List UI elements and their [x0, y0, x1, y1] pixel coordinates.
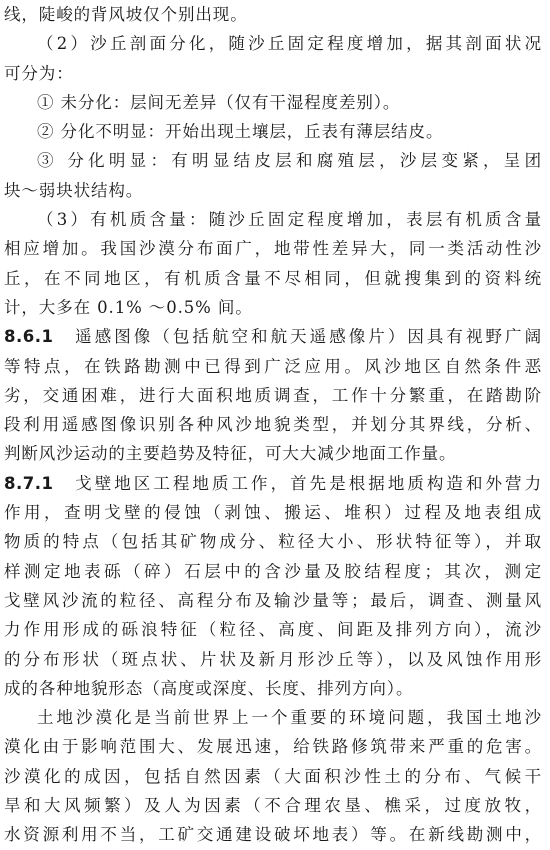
- text-line: [4, 205, 542, 234]
- text-line: [4, 117, 542, 146]
- line-text: （3）有机质含量：随沙丘固定程度增加，表层有机质含量: [37, 210, 542, 230]
- text-line: [4, 234, 542, 263]
- line-text: 段利用遥感图像识别各种风沙地貌类型，并划分其界线，分析、: [4, 415, 542, 435]
- text-line: [4, 146, 542, 175]
- line-text: 遥感图像（包括航空和航天遥感像片）因具有视野广阔: [53, 327, 542, 347]
- line-text: 样测定地表砾（碎）石层中的含沙量及胶结程度；其次，测定: [4, 561, 542, 581]
- line-text: ② 分化不明显：开始出现土壤层，丘表有薄层结皮。: [37, 122, 444, 142]
- line-text: 力作用形成的砾浪特征（粒径、高度、间距及排列方向），流沙: [4, 620, 542, 640]
- text-line: [4, 498, 542, 527]
- line-text: 作用，查明戈壁的侵蚀（剥蚀、搬运、堆积）过程及地表组成: [4, 503, 542, 523]
- text-line: [4, 674, 542, 703]
- line-text: 的分布形状（斑点状、片状及新月形沙丘等），以及风蚀作用形: [4, 649, 542, 669]
- text-line: [4, 439, 542, 468]
- line-text: 可分为：: [4, 63, 74, 83]
- line-text: 漠化由于影响范围大、发展迅速，给铁路修筑带来严重的危害。: [4, 737, 542, 757]
- text-line: [4, 88, 542, 117]
- text-line: [4, 791, 542, 820]
- text-line: [4, 615, 542, 644]
- text-line: [4, 557, 542, 586]
- text-line: [4, 645, 542, 674]
- line-text: 等特点，在铁路勘测中已得到广泛应用。风沙地区自然条件恶: [4, 356, 542, 376]
- text-line: [4, 703, 542, 732]
- text-line: [4, 820, 542, 849]
- line-text: 块～弱块状结构。: [4, 180, 144, 200]
- line-text: 成的各种地貌形态（高度或深度、长度、排列方向）。: [4, 678, 414, 698]
- text-line: [4, 586, 542, 615]
- text-line: [4, 527, 542, 556]
- line-text: 线，陡峻的背风坡仅个别出现。: [4, 5, 248, 24]
- line-text: 丘，在不同地区，有机质含量不尽相同，但就搜集到的资料统: [4, 268, 542, 288]
- line-text: ① 未分化：层间无差异（仅有干湿程度差别）。: [37, 92, 401, 112]
- clause-number: 8.6.1: [4, 327, 54, 347]
- text-line: [4, 264, 542, 293]
- line-text: 相应增加。我国沙漠分布面广，地带性差异大，同一类活动性沙: [4, 239, 542, 259]
- text-line: [4, 469, 542, 498]
- line-text: 沙漠化的成因，包括自然因素（大面积沙性土的分布、气候干: [4, 766, 542, 786]
- text-line: [4, 352, 542, 381]
- line-text: 物质的特点（包括其矿物成分、粒径大小、形状特征等），并取: [4, 532, 542, 552]
- line-text: 戈壁地区工程地质工作，首先是根据地质构造和外营力: [53, 473, 542, 493]
- line-text: ③ 分化明显：有明显结皮层和腐殖层，沙层变紧，呈团: [37, 151, 542, 171]
- text-line: [4, 762, 542, 791]
- text-line: [4, 0, 542, 29]
- line-text: 水资源利用不当，工矿交通建设破坏地表）等。在新线勘测中，: [4, 825, 542, 845]
- clause-number: 8.7.1: [4, 473, 54, 493]
- text-line: [4, 410, 542, 439]
- text-line: [4, 322, 542, 351]
- text-line: [4, 59, 542, 88]
- text-line: [4, 381, 542, 410]
- text-line: [4, 29, 542, 58]
- text-line: [4, 732, 542, 761]
- line-text: 土地沙漠化是当前世界上一个重要的环境问题，我国土地沙: [37, 708, 542, 728]
- line-text: 计，大多在 0.1% ～0.5% 间。: [4, 297, 253, 317]
- text-line: [4, 293, 542, 322]
- line-text: 戈壁风沙流的粒径、高程分布及输沙量等；最后，调查、测量风: [4, 590, 542, 610]
- line-text: （2）沙丘剖面分化，随沙丘固定程度增加，据其剖面状况: [37, 34, 542, 54]
- line-text: 劣，交通困难，进行大面积地质调查，工作十分繁重，在踏勘阶: [4, 385, 542, 405]
- text-line: [4, 176, 542, 205]
- line-text: 判断风沙运动的主要趋势及特征，可大大减少地面工作量。: [4, 444, 457, 464]
- line-text: 旱和大风频繁）及人为因素（不合理农垦、樵采，过度放牧，: [4, 796, 542, 816]
